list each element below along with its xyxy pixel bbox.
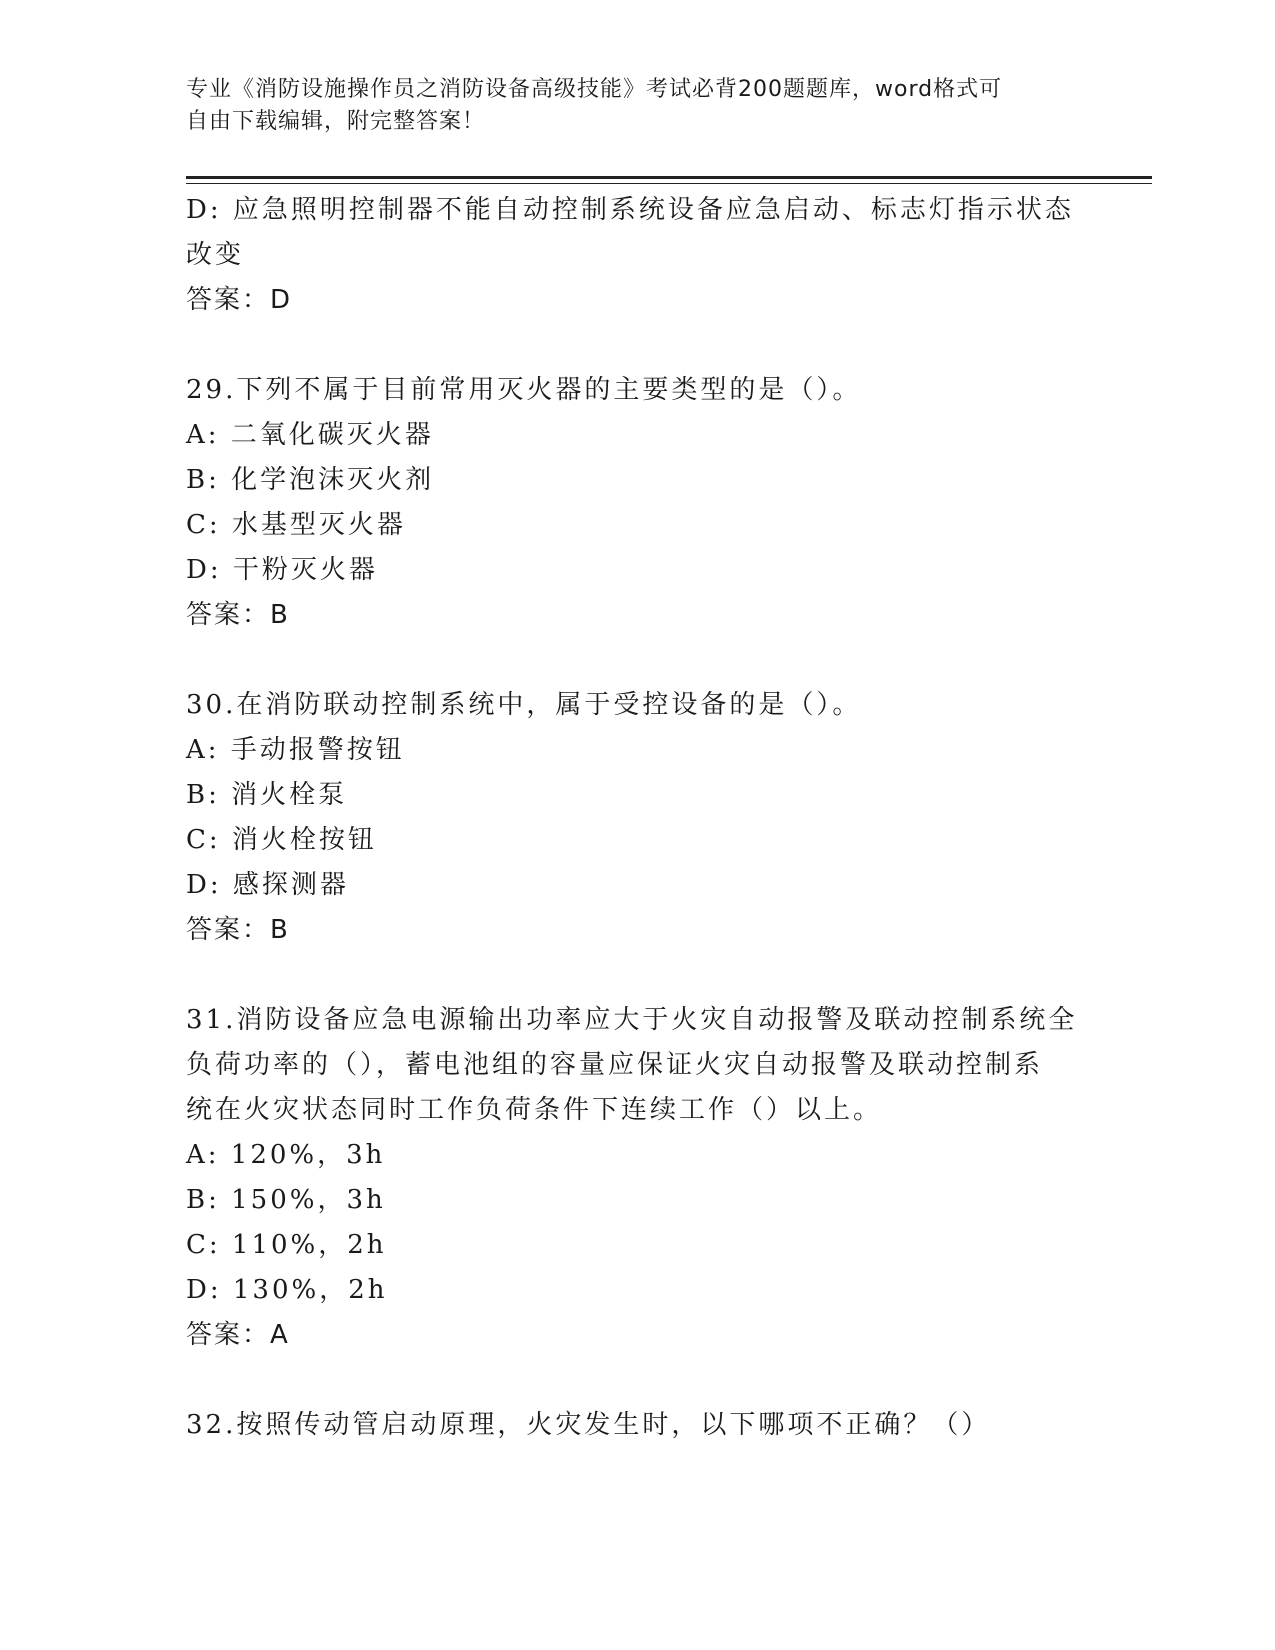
option-d: D: 应急照明控制器不能自动控制系统设备应急启动、标志灯指示状态: [186, 195, 1074, 225]
option-b: B: 化学泡沫灭火剂: [186, 465, 435, 495]
spacer: [186, 638, 1086, 683]
option-c: C: 110%，2h: [186, 1230, 387, 1260]
option-d-continued: 改变: [186, 240, 245, 270]
question-stem: 32.按照传动管启动原理，火灾发生时，以下哪项不正确？（）: [186, 1410, 991, 1440]
question-list: [186, 188, 1086, 1448]
spacer: [186, 323, 1086, 368]
header-divider-thin: [186, 183, 1152, 184]
question-29: [186, 368, 1086, 638]
question-30: [186, 683, 1086, 953]
question-stem: 30.在消防联动控制系统中，属于受控设备的是（）。: [186, 690, 862, 720]
document-header: [186, 74, 1066, 138]
option-b: B: 消火栓泵: [186, 780, 348, 810]
option-a: A: 二氧化碳灭火器: [186, 420, 434, 450]
spacer: [186, 1358, 1086, 1403]
question-stem-continued: 负荷功率的（），蓄电池组的容量应保证火灾自动报警及联动控制系: [186, 1050, 1044, 1080]
spacer: [186, 953, 1086, 998]
option-d: D: 干粉灭火器: [186, 555, 378, 585]
question-32: [186, 1403, 1086, 1448]
header-divider-thick: [186, 176, 1152, 179]
header-title-line-1: 专业《消防设施操作员之消防设备高级技能》考试必背200题题库，word格式可: [186, 77, 1003, 102]
option-b: B: 150%，3h: [186, 1185, 386, 1215]
question-31: [186, 998, 1086, 1358]
option-a: A: 120%，3h: [186, 1140, 386, 1170]
option-c: C: 水基型灭火器: [186, 510, 406, 540]
answer-label: 答案：B: [186, 600, 290, 630]
question-stem: 29.下列不属于目前常用灭火器的主要类型的是（）。: [186, 375, 862, 405]
answer-label: 答案：D: [186, 285, 293, 315]
option-d: D: 130%，2h: [186, 1275, 388, 1305]
answer-label: 答案：B: [186, 915, 290, 945]
previous-question-tail: [186, 188, 1086, 323]
answer-label: 答案：A: [186, 1320, 290, 1350]
question-stem-continued: 统在火灾状态同时工作负荷条件下连续工作（）以上。: [186, 1095, 883, 1125]
option-a: A: 手动报警按钮: [186, 735, 405, 765]
option-d: D: 感探测器: [186, 870, 349, 900]
header-title-line-2: 自由下载编辑，附完整答案！: [186, 109, 486, 134]
question-stem: 31.消防设备应急电源输出功率应大于火灾自动报警及联动控制系统全: [186, 1005, 1078, 1035]
option-c: C: 消火栓按钮: [186, 825, 377, 855]
